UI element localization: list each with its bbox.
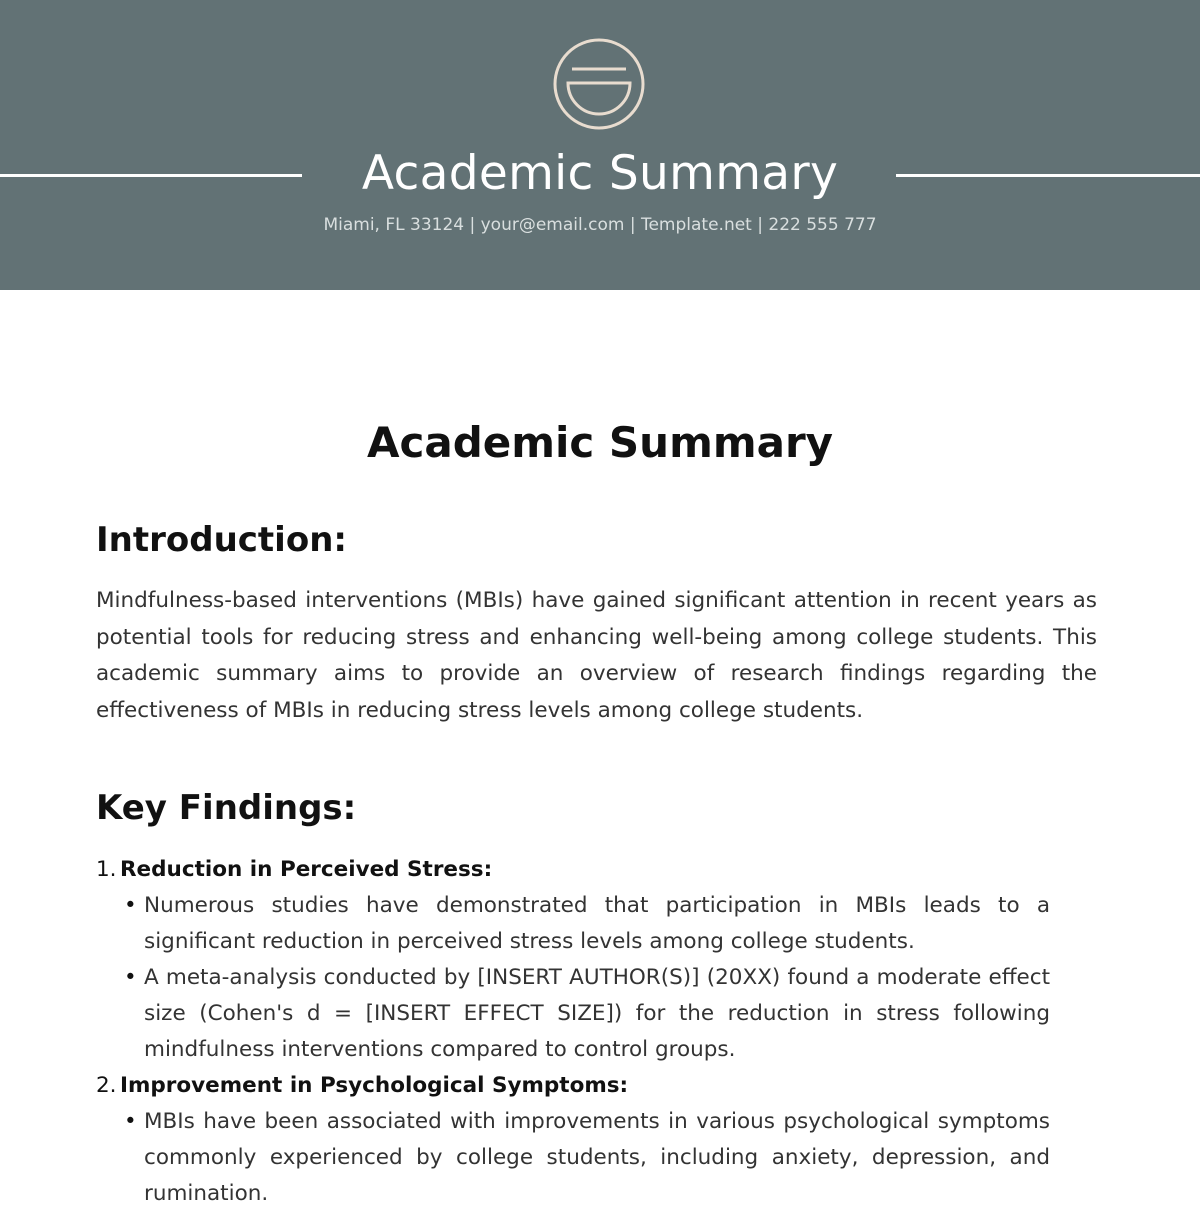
finding-title-text: Reduction in Perceived Stress: xyxy=(120,857,493,882)
finding-item xyxy=(96,1068,1050,1212)
finding-bullet: • MBIs have been associated with improvements in various psychological symptoms commonly experienced by college students, including anxiety, depression, and rumination. xyxy=(144,1104,1050,1212)
header-contact-info: Miami, FL 33124 | your@email.com | Template.net | 222 555 777 xyxy=(323,215,877,235)
finding-title xyxy=(96,1068,1050,1104)
finding-bullets xyxy=(96,888,1050,1068)
document-title: Academic Summary xyxy=(366,418,834,467)
logo-icon xyxy=(553,38,645,130)
finding-number: 2. xyxy=(96,1073,117,1098)
finding-item xyxy=(96,852,1050,1068)
introduction-heading: Introduction: xyxy=(96,520,347,560)
finding-bullet: • A meta-analysis conducted by [INSERT AUTHOR(S)] (20XX) found a moderate effect size (Cohen's d = [INSERT EFFECT SIZE]) for the reduction in stress following mindfulness interventions compared to control groups. xyxy=(144,960,1050,1068)
finding-bullets xyxy=(96,1104,1050,1212)
finding-number: 1. xyxy=(96,857,117,882)
key-findings-heading: Key Findings: xyxy=(96,788,357,828)
introduction-paragraph: Mindfulness-based interventions (MBIs) have gained significant attention in recent years as potential tools for reducing stress and enhancing well-being among college students. This academic summary aims to provide an overview of research findings regarding the effectiveness of MBIs in reducing stress levels among college students. xyxy=(96,588,1097,723)
finding-title xyxy=(96,852,1050,888)
finding-bullet: • Numerous studies have demonstrated that participation in MBIs leads to a significant reduction in perceived stress levels among college students. xyxy=(144,888,1050,960)
header-title: Academic Summary xyxy=(361,146,839,201)
finding-title-text: Improvement in Psychological Symptoms: xyxy=(120,1073,629,1098)
key-findings-list xyxy=(96,852,1050,1212)
header-banner xyxy=(0,0,1200,290)
